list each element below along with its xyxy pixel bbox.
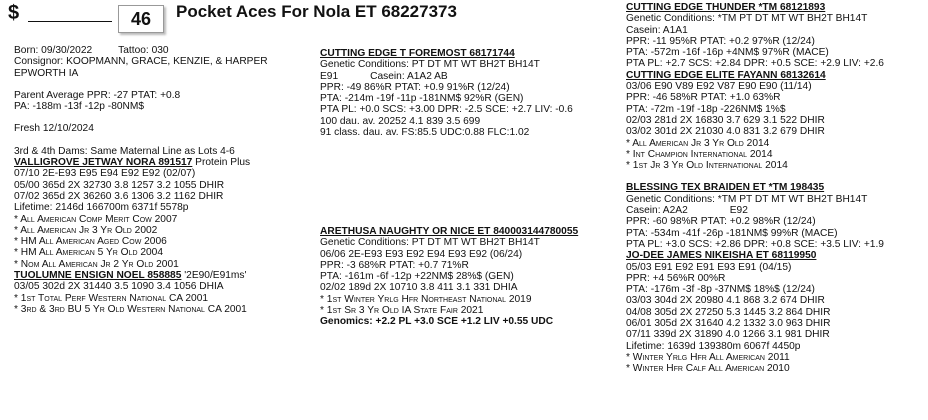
dam-award: * 1st Sr 3 Yr Old IA State Fair 2021 [320,305,484,317]
b1-line: PTA: -572m -16f -16p +4NM$ 97%R (MACE) [626,47,829,59]
b2-award: * 1st Jr 3 Yr Old International 2014 [626,160,788,172]
dam-pta: PTA: -161m -6f -12p +22NM$ 28%$ (GEN) [320,271,514,283]
b3-class: E92 [729,205,748,217]
genomics-label: Genomics: [320,316,373,328]
b2-name: CUTTING EDGE ELITE FAYANN 68132614 [626,69,826,81]
b4-line: 06/01 305d 2X 31640 4.2 1332 3.0 963 DHIR [626,318,831,330]
dam1-record-line: 05/00 365d 2X 32730 3.8 1257 3.2 1055 DHIR [14,179,225,191]
sire-class-casein-row [320,71,573,82]
genomics-row [320,316,578,327]
sire-class-dau-avg: 91 class. dau. av. FS:85.5 UDC:0.88 FLC:1.02 [320,127,530,139]
dam1-award: * Nom All American Jr 2 Yr Old 2001 [14,258,179,270]
b2-line: 02/03 281d 2X 16830 3.7 629 3.1 522 DHIR [626,114,825,126]
born-date: Born: 09/30/2022 [14,45,93,56]
b3-casein: Casein: A2A2 [626,205,688,217]
parent-average-pa: PA: -188m -13f -12p -80NM$ [14,101,145,113]
b3-line: Genetic Conditions: *TM PT DT MT WT BH2T BH14T [626,193,868,205]
dam-record: 02/02 189d 2X 10710 3.8 411 3.1 331 DHIA [320,282,518,294]
b4-line: 05/03 E91 E92 E91 E93 E91 (04/15) [626,261,792,273]
b2-line: 03/02 301d 2X 21030 4.0 831 3.2 679 DHIR [626,126,825,138]
dam2-award: * 1st Total Perf Western National CA 2001 [14,292,209,304]
b1-line: PTA PL: +2.7 SCS: +2.84 DPR: +0.5 SCE: +2.9 LIV: +2.6 [626,58,884,70]
parent-average-ppr: Parent Average PPR: -27 PTAT: +0.8 [14,89,181,101]
sire-class: E91 [320,70,339,82]
dams-note: 3rd & 4th Dams: Same Maternal Line as Lots 4-6 [14,145,235,157]
dam-genetic-conditions: Genetic Conditions: PT DT MT WT BH2T BH14T [320,237,540,249]
b4-line: PTA: -176m -3f -8p -37NM$ 18%$ (12/24) [626,284,815,296]
b1-line: Genetic Conditions: *TM PT DT MT WT BH2T BH14T [626,13,868,25]
b1-line: Casein: A1A1 [626,24,688,36]
b3-line: PTA: -534m -41f -26p -181NM$ 99%R (MACE) [626,227,838,239]
lot-number-box: 46 [118,5,164,33]
consignor-line-1: Consignor: KOOPMANN, GRACE, KENZIE, & HARPER [14,56,268,68]
b4-award: * Winter Hfr Calf All American 2010 [626,363,790,375]
fresh-date: Fresh 12/10/2024 [14,123,94,135]
left-column [14,45,268,315]
dam1-record-line: Lifetime: 2146d 166700m 6371f 5578p [14,202,189,214]
dam1-record-line: 07/10 2E-E93 E95 E94 E92 E92 (02/07) [14,168,196,180]
b3-casein-class-row [626,205,884,216]
middle-column [320,48,573,138]
sire-pta: PTA: -214m -19f -11p -181NM$ 92%R (GEN) [320,93,524,105]
dam2-extra: '2E90/E91ms' [181,270,247,282]
b4-line: PPR: +4 56%R 00%R [626,272,726,284]
dam1-award: * HM All American 5 Yr Old 2004 [14,247,164,259]
price-dollar-sign: $ [8,2,20,24]
b4-line: 07/11 339d 2X 31890 4.0 1266 3.1 981 DHIR [626,329,830,341]
sire-pta-pl: PTA PL: +0.0 SCS: +3.00 DPR: -2.5 SCE: +2.7 LIV: -0.6 [320,104,573,116]
dam1-award: * All American Jr 3 Yr Old 2002 [14,224,158,236]
b2-line: 03/06 E90 V89 E92 V87 E90 E90 (11/14) [626,81,812,93]
sire-casein: Casein: A1A2 AB [370,70,448,82]
dam2-name: TUOLUMNE ENSIGN NOEL 858885 [14,270,182,282]
right-column [626,2,884,375]
b1-name: CUTTING EDGE THUNDER *TM 68121893 [626,2,826,13]
lot-title: Pocket Aces For Nola ET 68227373 [176,2,457,21]
sire-genetic-conditions: Genetic Conditions: PT DT MT WT BH2T BH14T [320,59,540,71]
b4-name: JO-DEE JAMES NIKEISHA ET 68119950 [626,250,817,262]
dam1-header [14,157,268,168]
b4-line: Lifetime: 1639d 139380m 6067f 4450p [626,340,801,352]
sire-dau-avg: 100 dau. av. 20252 4.1 839 3.5 699 [320,115,481,127]
price-blank-line [28,21,112,22]
b1-line: PPR: -11 95%R PTAT: +0.2 97%R (12/24) [626,35,815,47]
sire-name: CUTTING EDGE T FOREMOST 68171744 [320,48,515,59]
genomics-values: +2.2 PL +3.0 SCE +1.2 LIV +0.55 UDC [375,316,554,328]
dam1-name: VALLIGROVE JETWAY NORA 891517 [14,157,193,169]
b2-line: PPR: -46 58%R PTAT: +1.0 63%R [626,92,781,104]
b4-line: 03/03 304d 2X 20980 4.1 868 3.2 674 DHIR [626,295,825,307]
b4-award: * Winter Yrlg Hfr All American 2011 [626,351,790,363]
tattoo: Tattoo: 030 [118,45,169,56]
b2-award: * Int Champion International 2014 [626,148,773,160]
dam-award: * 1st Winter Yrlg Hfr Northeast National 2019 [320,293,532,305]
dam1-record-line: 07/02 365d 2X 36260 3.6 1306 3.2 1162 DHIR [14,190,224,202]
sire-ppr: PPR: -49 86%R PTAT: +0.9 91%R (12/24) [320,81,510,93]
b3-line: PPR: -60 98%R PTAT: +0.2 98%R (12/24) [626,216,816,228]
dam-name: ARETHUSA NAUGHTY OR NICE ET 840003144780055 [320,226,579,237]
dam1-award: * HM All American Aged Cow 2006 [14,236,167,248]
b4-line: 04/08 305d 2X 27250 5.3 1445 3.2 864 DHIR [626,306,831,318]
consignor-line-2: EPWORTH IA [14,67,79,79]
dam2-record-line: 03/05 302d 2X 31440 3.5 1090 3.4 1056 DHIA [14,281,224,293]
dam1-award: * All American Comp Merit Cow 2007 [14,213,178,225]
dam2-award: * 3rd & 3rd BU 5 Yr Old Western National CA 2001 [14,303,247,315]
b3-line: PTA PL: +3.0 SCS: +2.86 DPR: +0.8 SCE: +3.5 LIV: +1.9 [626,238,884,250]
born-tattoo-row [14,45,268,56]
b2-award: * All American Jr 3 Yr Old 2014 [626,137,770,149]
middle-dam-block [320,226,578,328]
dam-ppr: PPR: -3 68%R PTAT: +0.7 71%R [320,259,469,271]
dam-classification: 06/06 2E-E93 E93 E92 E94 E93 E92 (06/24) [320,248,523,260]
b3-name: BLESSING TEX BRAIDEN ET *TM 198435 [626,182,825,194]
dam1-extra: Protein Plus [192,157,251,169]
dam2-header [14,270,268,281]
b2-line: PTA: -72m -19f -18p -226NM$ 1%$ [626,103,786,115]
